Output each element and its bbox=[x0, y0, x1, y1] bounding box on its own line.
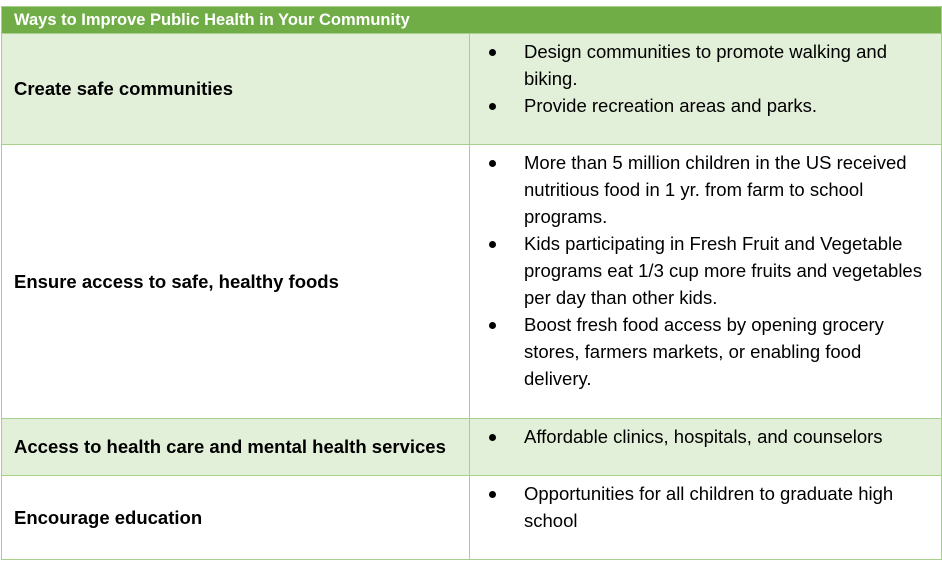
table-row-health-care bbox=[2, 419, 942, 476]
bullet-text: Boost fresh food access by opening grocery stores, farmers markets, or enabling food delivery. bbox=[524, 314, 884, 389]
bullet-item bbox=[486, 230, 933, 311]
table-header-row bbox=[2, 7, 942, 34]
bullet-icon bbox=[489, 491, 496, 498]
bullet-text: More than 5 million children in the US received nutritious food in 1 yr. from farm to school programs. bbox=[524, 152, 907, 227]
bullet-item bbox=[486, 149, 933, 230]
row-label: Access to health care and mental health services bbox=[2, 419, 470, 476]
bullet-icon bbox=[489, 434, 496, 441]
row-items-cell bbox=[470, 476, 942, 560]
bullet-text: Design communities to promote walking and biking. bbox=[524, 41, 887, 89]
row-items-cell bbox=[470, 419, 942, 476]
bullet-list bbox=[486, 423, 933, 450]
bullet-text: Affordable clinics, hospitals, and counselors bbox=[524, 426, 883, 447]
row-items-cell bbox=[470, 34, 942, 145]
bullet-text: Provide recreation areas and parks. bbox=[524, 95, 818, 116]
bullet-item bbox=[486, 480, 933, 534]
row-label: Create safe communities bbox=[2, 34, 470, 145]
bullet-icon bbox=[489, 322, 496, 329]
bullet-item bbox=[486, 311, 933, 392]
bullet-text: Kids participating in Fresh Fruit and Vegetable programs eat 1/3 cup more fruits and vegetables per day than other kids. bbox=[524, 233, 922, 308]
bullet-icon bbox=[489, 241, 496, 248]
bullet-list bbox=[486, 480, 933, 534]
bullet-list bbox=[486, 38, 933, 119]
bullet-text: Opportunities for all children to graduate high school bbox=[524, 483, 894, 531]
bullet-item bbox=[486, 38, 933, 92]
bullet-item bbox=[486, 423, 933, 450]
table-row-education bbox=[2, 476, 942, 560]
table-row-safe-communities bbox=[2, 34, 942, 145]
bullet-icon bbox=[489, 103, 496, 110]
public-health-table bbox=[1, 6, 942, 560]
table-row-healthy-foods bbox=[2, 145, 942, 419]
bullet-icon bbox=[489, 49, 496, 56]
bullet-list bbox=[486, 149, 933, 392]
bullet-icon bbox=[489, 160, 496, 167]
row-label: Ensure access to safe, healthy foods bbox=[2, 145, 470, 419]
bullet-item bbox=[486, 92, 933, 119]
row-items-cell bbox=[470, 145, 942, 419]
table-title: Ways to Improve Public Health in Your Community bbox=[2, 7, 942, 34]
row-label: Encourage education bbox=[2, 476, 470, 560]
